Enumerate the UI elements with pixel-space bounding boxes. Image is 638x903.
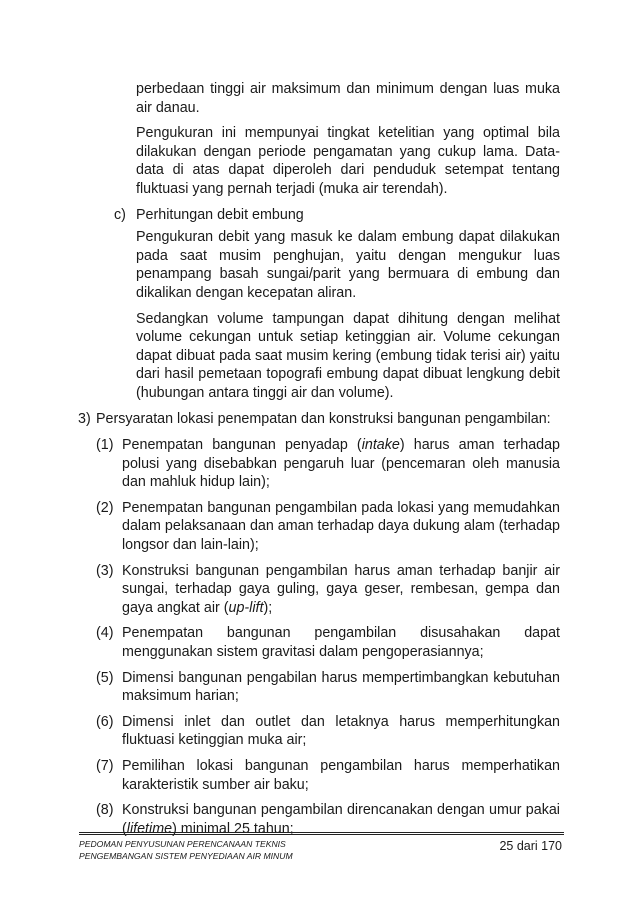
list-marker: (3) [96, 562, 114, 579]
list-item-text: Penempatan bangunan pengambilan pada lokasi yang memudahkan dalam pelaksanaan dan aman terhadap daya dukung alam (terhadap longsor dan lain-lain); [122, 499, 560, 554]
paragraph-debit: Pengukuran debit yang masuk ke dalam embung dapat dilakukan pada saat musim penghujan, yaitu dengan mengukur luas penampang basah sungai/parit yang bermuara di embung dan dikalikan dengan kecepatan aliran. [136, 229, 560, 301]
list-item [96, 562, 638, 618]
list-item [96, 624, 638, 661]
subsection-title: Perhitungan debit embung [136, 206, 304, 223]
emphasis: lifetime [126, 820, 173, 837]
footer-title-line: PENGEMBANGAN SISTEM PENYEDIAAN AIR MINUM [79, 850, 293, 861]
section-title: Persyaratan lokasi penempatan dan konstruksi bangunan pengambilan: [96, 410, 551, 427]
list-marker: c) [114, 206, 126, 223]
page-footer [79, 832, 564, 862]
list-marker: (4) [96, 625, 114, 642]
list-item-text: Penempatan bangunan penyadap (intake) harus aman terhadap polusi yang disebabkan pengaruh luar (pencemaran oleh manusia dan mahluk hidup lain); [122, 437, 560, 491]
list-marker: (1) [96, 437, 114, 454]
list-item [96, 757, 638, 794]
list-marker: (6) [96, 713, 114, 730]
paragraph-continuation: perbedaan tinggi air maksimum dan minimum dengan luas muka air danau. [136, 81, 560, 116]
list-item [96, 669, 638, 706]
list-item [96, 499, 638, 555]
paragraph-volume: Sedangkan volume tampungan dapat dihitung dengan melihat volume cekungan untuk setiap ketinggian air. Volume cekungan dapat dibuat pada saat musim kering (embung tidak terisi air) yaitu dari hasil pemetaan topografi embung dapat dibuat lengkung debit (hubungan antara tinggi air dan volume). [136, 310, 560, 401]
list-marker: (7) [96, 758, 114, 774]
footer-title-line: PEDOMAN PENYUSUNAN PERENCANAAN TEKNIS [79, 839, 286, 849]
list-marker: (8) [96, 802, 114, 819]
list-item-text: Penempatan bangunan pengambilan disusahakan dapat menggunakan sistem gravitasi dalam pengoperasiannya; [122, 625, 560, 661]
page-number: 25 dari 170 [499, 839, 562, 853]
subsection-c [114, 206, 638, 225]
list-marker: (2) [96, 499, 114, 516]
list-item-text: Pemilihan lokasi bangunan pengambilan harus memperhatikan karakteristik sumber air baku; [122, 758, 560, 793]
list-marker: 3) [78, 410, 91, 427]
section-3 [78, 410, 638, 429]
document-body [0, 80, 638, 838]
list-item-text: Dimensi inlet dan outlet dan letaknya harus memperhitungkan fluktuasi ketinggian muka air; [122, 713, 560, 749]
list-marker: (5) [96, 669, 114, 686]
list-item [96, 436, 638, 492]
paragraph-accuracy: Pengukuran ini mempunyai tingkat ketelitian yang optimal bila dilakukan dengan periode pengamatan yang cukup lama. Data-data di atas dapat diperoleh dari penduduk setempat tentang fluktuasi yang pernah terjadi (muka air terendah). [136, 125, 560, 197]
footer-row [79, 839, 564, 862]
list-item-text: Konstruksi bangunan pengambilan harus aman terhadap banjir air sungai, terhadap gaya guling, gaya geser, rembesan, gempa dan gaya angkat air (up-lift); [122, 562, 560, 616]
footer-divider [79, 834, 564, 835]
emphasis: intake [361, 437, 400, 454]
emphasis: up-lift [228, 599, 264, 616]
list-item-text: Konstruksi bangunan pengambilan direncanakan dengan umur pakai (lifetime) minimal 25 tahun; [122, 802, 560, 837]
list-item-text: Dimensi bangunan pengabilan harus mempertimbangkan kebutuhan maksimum harian; [122, 669, 560, 705]
list-item [96, 713, 638, 750]
footer-document-title [79, 839, 293, 862]
